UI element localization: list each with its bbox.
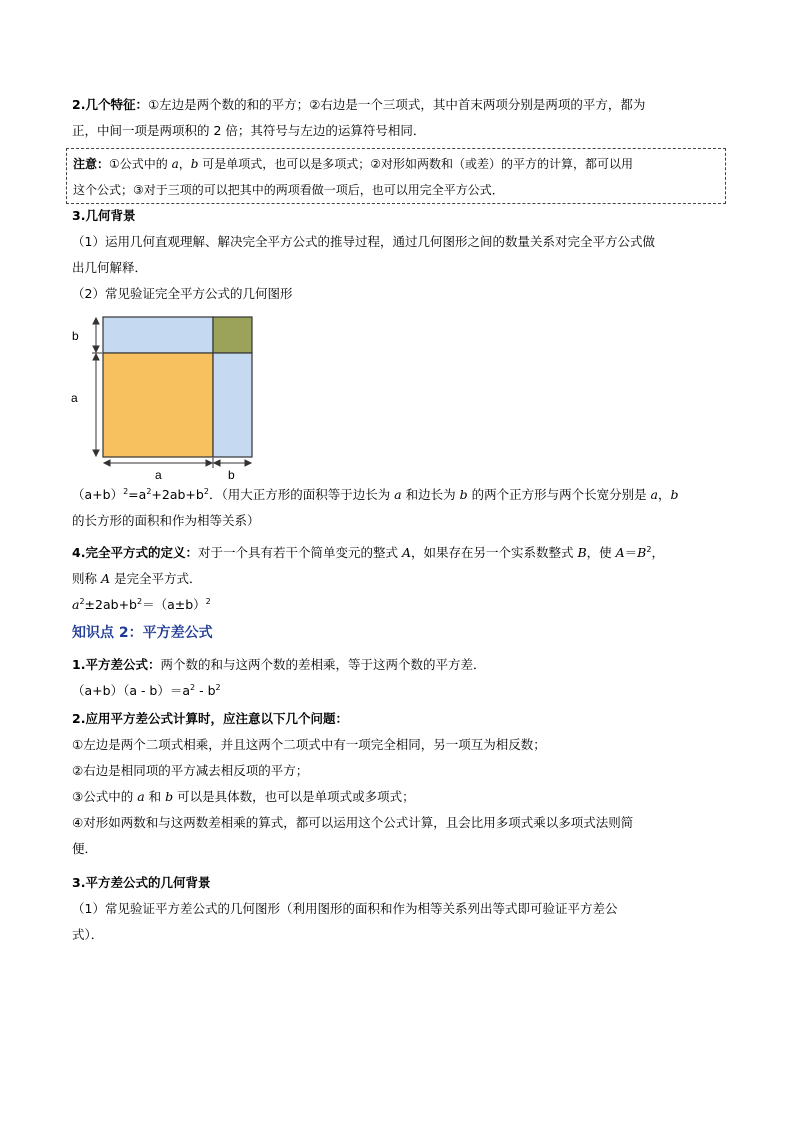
formula1-rest-c: 的两个正方形与两个长宽分别是 [467, 487, 651, 502]
attention-item-3-var-a: a [137, 789, 145, 804]
feature-paragraph [72, 92, 732, 144]
rect-ab-top [103, 317, 213, 353]
feature-title: 几个特征： [85, 97, 148, 112]
feature-number: 2. [72, 97, 86, 112]
definition-line2-b: 是完全平方式． [110, 571, 202, 586]
definition-var-B: B [577, 545, 587, 560]
formula1-lhs-exp: 2 [123, 486, 129, 496]
diff-formula-exp2: 2 [215, 682, 221, 692]
diff-text: 两个数的和与这两个数的差相乘，等于这两个数的平方差． [160, 657, 486, 672]
formula1-rest-a: ．（用大正方形的面积等于边长为 [208, 487, 395, 502]
feature-line2: 正，中间一项是两项积的 2 倍；其符号与左边的运算符号相同． [72, 123, 426, 138]
bottom-dimension-arrows [104, 458, 251, 468]
formula1-var-a: a [394, 487, 402, 502]
definition-section [72, 540, 732, 618]
label-a-left: a [71, 391, 78, 405]
definition-exp: 2 [646, 544, 652, 554]
geometry-p1-line1: （1）运用几何直观理解、解决完全平方公式的推导过程，通过几何图形之间的数量关系对完全平方公式做 [72, 234, 655, 249]
definition-var-A: A [401, 545, 411, 560]
formula1-rest-b: 和边长为 [401, 487, 460, 502]
square-a [103, 353, 213, 457]
formula1-lhs: （a+b） [72, 487, 124, 502]
attention-item-3-c: 可以是具体数，也可以是单项式或多项式； [173, 789, 415, 804]
note-line1-a: ①公式中的 [109, 157, 172, 171]
definition-formula-exp3: 2 [205, 596, 211, 606]
definition-end: ， [651, 545, 664, 560]
feature-line1: ①左边是两个数的和的平方；②右边是一个三项式，其中首末两项分别是两项的平方，都为 [147, 97, 646, 112]
definition-line1-b: ，如果存在另一个实系数整式 [410, 545, 578, 560]
definition-formula-mid: ±2ab+b [84, 597, 137, 612]
attention-item-4-line1: ④对形如两数和与这两数差相乘的算式，都可以运用这个公式计算，且会比用多项式乘以多项式法则简 [72, 815, 634, 830]
formula1-eq: =a [128, 487, 147, 502]
formula1-mid: +2ab+b [151, 487, 204, 502]
definition-var-A2: A [615, 545, 625, 560]
note-box [66, 148, 726, 204]
formula1-a-exp: 2 [146, 486, 152, 496]
definition-line2-a: 则称 [72, 571, 101, 586]
formula1-b-exp: 2 [203, 486, 209, 496]
note-label: 注意： [73, 157, 110, 171]
definition-line1-c: ，使 [586, 545, 616, 560]
geometry-section [72, 203, 732, 307]
label-a-bottom: a [155, 468, 162, 482]
formula1-comma: ， [658, 487, 671, 502]
diff-formula-exp1: 2 [190, 682, 196, 692]
attention-section [72, 706, 732, 862]
geometry-p1-line2: 出几何解释． [72, 260, 148, 275]
diff-formula-a: （a+b）（a - b）＝a [72, 683, 191, 698]
rect-ab-right [213, 353, 252, 457]
diff-geometry-line1: （1）常见验证平方差公式的几何图形（利用图形的面积和作为相等关系列出等式即可验证平方差公 [72, 901, 618, 916]
attention-item-1: ①左边是两个二项式相乘，并且这两个二项式中有一项完全相同，另一项互为相反数； [72, 737, 546, 752]
diff-geometry-title: 3.平方差公式的几何背景 [72, 875, 211, 890]
left-dimension-arrows [92, 318, 102, 456]
geometry-p2: （2）常见验证完全平方公式的几何图形 [72, 286, 293, 301]
note-line1-c: 可是单项式，也可以是多项式；②对形如两数和（或差）的平方的计算，都可以用 [198, 157, 634, 171]
square-b [213, 317, 252, 353]
diff-geometry-section [72, 870, 732, 948]
formula1-var-b2: b [670, 487, 679, 502]
attention-item-3-var-b: b [165, 789, 174, 804]
note-var-b: b [190, 157, 199, 171]
knowledge-point-heading: 知识点 2：平方差公式 [72, 625, 213, 641]
definition-formula-exp2: 2 [136, 596, 143, 606]
attention-title: 2.应用平方差公式计算时，应注意以下几个问题： [72, 711, 348, 726]
label-b-bottom: b [228, 468, 235, 482]
definition-var-B2: B [637, 545, 647, 560]
label-b-left: b [72, 329, 79, 343]
diff-formula-b: - b [195, 683, 216, 698]
note-line2: 这个公式；③对于三项的可以把其中的两项看做一项后，也可以用完全平方公式． [73, 183, 504, 197]
definition-title: 4.完全平方式的定义： [72, 545, 198, 560]
geometry-title: 3.几何背景 [72, 208, 136, 223]
attention-item-3-b: 和 [144, 789, 166, 804]
definition-formula-exp1: 2 [79, 596, 85, 606]
attention-item-2: ②右边是相同项的平方减去相反项的平方； [72, 763, 309, 778]
definition-line1-a: 对于一个具有若干个简单变元的整式 [197, 545, 402, 560]
diff-squares-section [72, 652, 732, 704]
diff-geometry-line2: 式）． [72, 927, 104, 942]
note-line1-b: ， [178, 157, 191, 171]
definition-var-A3: A [100, 571, 111, 586]
square-figure [66, 314, 266, 484]
attention-item-4-line2: 便． [72, 841, 98, 856]
formula1-var-b: b [459, 487, 468, 502]
formula1-var-a2: a [650, 487, 658, 502]
diff-title: 1.平方差公式： [72, 657, 161, 672]
note-var-a: a [171, 157, 179, 171]
formula1-line2: 的长方形的面积和作为相等关系） [72, 513, 260, 528]
attention-item-3-a: ③公式中的 [72, 789, 138, 804]
definition-eq: ＝ [624, 545, 638, 560]
definition-formula-a: a [72, 597, 80, 612]
formula-explanation [72, 482, 732, 534]
definition-formula-rhs: ＝（a±b） [142, 597, 206, 612]
